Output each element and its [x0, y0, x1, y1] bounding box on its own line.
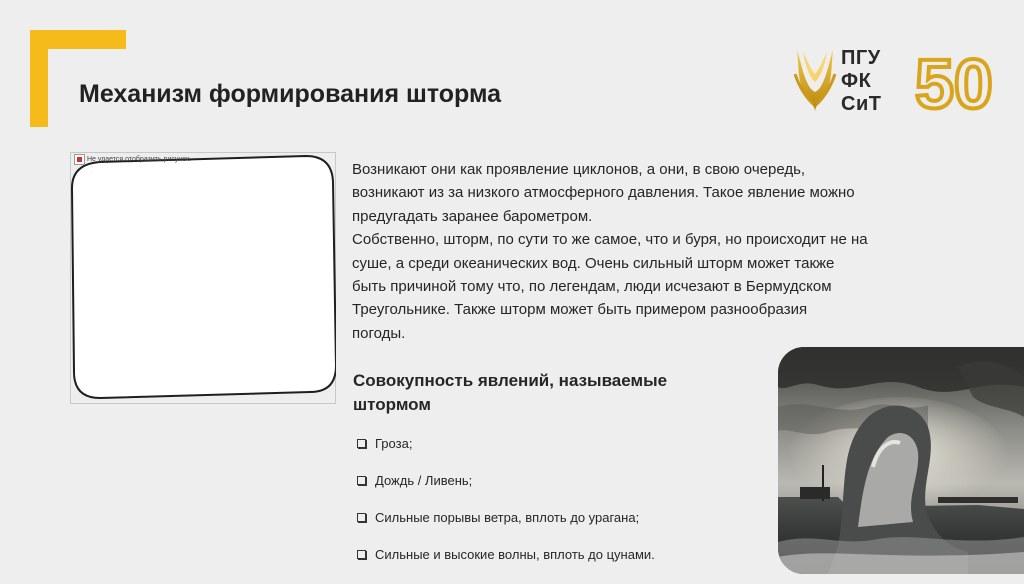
broken-image-icon: [74, 154, 85, 165]
checkbox-bullet-icon: [357, 550, 366, 559]
university-logo: [793, 44, 998, 116]
storm-wave-photo: [778, 347, 1024, 574]
list-item: [357, 547, 655, 584]
list-item-text: Дождь / Ливень;: [375, 473, 473, 488]
accent-bracket: [30, 30, 126, 127]
list-item-text: Гроза;: [375, 436, 413, 451]
image-frame: [70, 152, 336, 404]
broken-image-text: Не удается отобразить рисунок.: [87, 156, 192, 163]
anniversary-50-mark: [915, 48, 999, 114]
slide-title: Механизм формирования шторма: [79, 80, 502, 108]
laurel-emblem-icon: [793, 46, 837, 116]
list-item: [357, 436, 655, 473]
checkbox-bullet-icon: [357, 476, 366, 485]
section-subheading: Совокупность явлений, называемые штормом: [353, 371, 668, 414]
list-item-text: Сильные порывы ветра, вплоть до урагана;: [375, 510, 640, 525]
logo-line-3: СиТ: [841, 93, 882, 115]
list-item: [357, 473, 655, 510]
anniversary-number: 50: [915, 48, 993, 114]
phenomena-list: [357, 436, 655, 584]
logo-line-2: ФК: [841, 70, 872, 92]
broken-image-placeholder: [74, 154, 191, 165]
list-item-text: Сильные и высокие волны, вплоть до цунами.: [375, 547, 655, 562]
checkbox-bullet-icon: [357, 439, 366, 448]
body-paragraph: Возникают они как проявление циклонов, а они, в свою очередь, возникают из за низкого атмосферного давления. Такое явление можно предугадать заранее барометром. Собственно, шторм, по сути то же самое, что и буря, но происходит не на суше, а среди океанических вод. Очень сильный шторм может также быть причиной тому что, по легендам, люди исчезают в Бермудском Треугольнике. Также шторм может быть примером разнообразия погоды.: [352, 161, 868, 342]
checkbox-bullet-icon: [357, 513, 366, 522]
logo-line-1: ПГУ: [841, 47, 881, 69]
list-item: [357, 510, 655, 547]
